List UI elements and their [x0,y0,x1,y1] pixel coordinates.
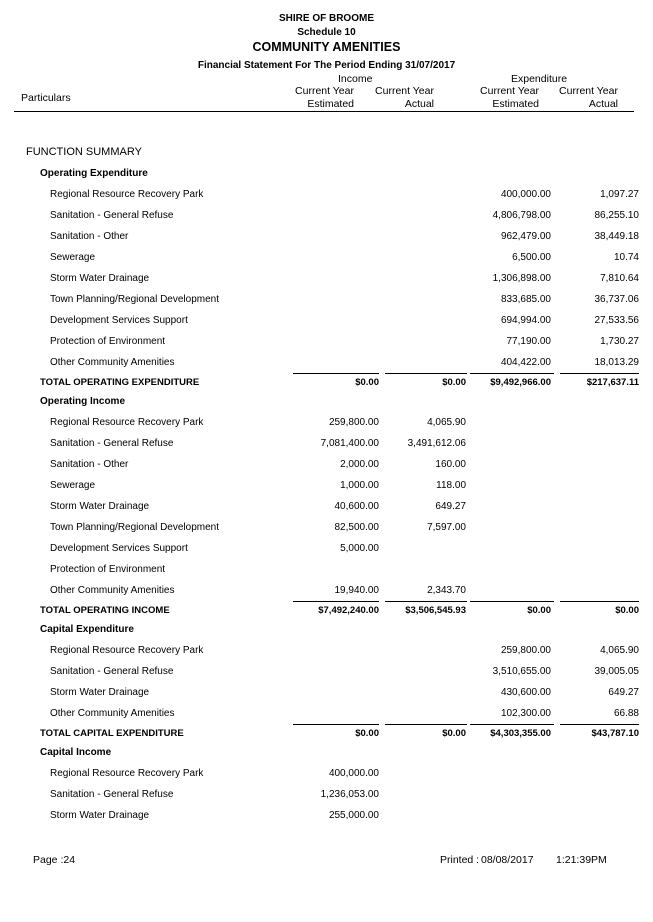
cell-inc-act: 118.00 [436,480,466,491]
cell-exp-est: 259,800.00 [500,645,551,656]
table-row [0,666,653,680]
expenditure-group-header: Expenditure [511,73,568,85]
section-title: Capital Expenditure [40,624,134,635]
total-inc-est: $0.00 [355,377,379,388]
report-subtitle: Financial Statement For The Period Ending 31/07/2017 [197,60,456,71]
cell-inc-act: 2,343.70 [427,585,466,596]
cell-inc-est: 1,236,053.00 [320,789,379,800]
cell-exp-est: 102,300.00 [500,708,551,719]
row-label: Regional Resource Recovery Park [50,189,204,200]
cell-inc-est: 400,000.00 [328,768,379,779]
row-label: Sanitation - Other [50,459,129,470]
total-inc-act: $3,506,545.93 [405,605,466,616]
cell-exp-est: 3,510,655.00 [492,666,551,677]
income-estimated-header-line2: Estimated [307,98,354,110]
total-exp-act: $43,787.10 [591,728,639,739]
cell-inc-act: 3,491,612.06 [407,438,466,449]
row-label: Protection of Environment [50,336,166,347]
cell-exp-act: 649.27 [608,687,639,698]
cell-exp-act: 27,533.56 [594,315,639,326]
cell-inc-est: 19,940.00 [334,585,379,596]
row-label: Sanitation - General Refuse [50,789,174,800]
section-heading [0,396,653,410]
cell-exp-act: 1,730.27 [600,336,639,347]
total-rule [385,373,467,374]
section-title: Capital Income [40,747,112,758]
table-row [0,480,653,494]
cell-exp-act: 86,255.10 [594,210,639,221]
total-inc-act: $0.00 [442,377,466,388]
function-summary-heading: FUNCTION SUMMARY [26,146,142,158]
total-row [0,377,653,391]
cell-inc-est: 1,000.00 [340,480,379,491]
cell-exp-est: 4,806,798.00 [492,210,551,221]
table-row [0,522,653,536]
cell-exp-act: 38,449.18 [594,231,639,242]
table-row [0,417,653,431]
cell-inc-act: 649.27 [435,501,466,512]
row-label: Sewerage [50,480,96,491]
cell-exp-act: 36,737.06 [594,294,639,305]
income-group-header: Income [338,73,373,85]
total-label: TOTAL OPERATING INCOME [40,605,170,616]
total-rule [470,724,554,725]
total-rule [470,373,554,374]
section-title: Operating Expenditure [40,168,148,179]
total-rule [470,601,554,602]
row-label: Town Planning/Regional Development [50,522,219,533]
cell-exp-act: 10.74 [613,252,639,263]
row-label: Development Services Support [50,315,188,326]
row-label: Town Planning/Regional Development [50,294,219,305]
table-row [0,231,653,245]
total-row [0,728,653,742]
cell-exp-act: 4,065.90 [600,645,639,656]
org-name: SHIRE OF BROOME [278,13,374,24]
total-rule [293,724,379,725]
table-row [0,459,653,473]
total-inc-est: $7,492,240.00 [318,605,379,616]
cell-exp-est: 694,994.00 [500,315,551,326]
table-row [0,708,653,722]
section-heading [0,168,653,182]
cell-inc-act: 4,065.90 [427,417,466,428]
table-row [0,210,653,224]
cell-inc-act: 7,597.00 [427,522,466,533]
cell-inc-est: 255,000.00 [328,810,379,821]
cell-exp-est: 430,600.00 [500,687,551,698]
total-row [0,605,653,619]
total-rule [560,373,639,374]
section-heading [0,747,653,761]
cell-exp-est: 77,190.00 [506,336,551,347]
section-title: Operating Income [40,396,126,407]
cell-exp-act: 39,005.05 [594,666,639,677]
cell-exp-est: 6,500.00 [512,252,551,263]
total-rule [560,724,639,725]
total-rule [385,724,467,725]
cell-inc-est: 2,000.00 [340,459,379,470]
total-label: TOTAL OPERATING EXPENDITURE [40,377,200,388]
total-rule [385,601,467,602]
row-label: Storm Water Drainage [50,501,150,512]
expenditure-actual-header-line2: Actual [588,98,618,110]
schedule-number: Schedule 10 [297,27,356,38]
table-row [0,585,653,599]
row-label: Storm Water Drainage [50,810,150,821]
printed-time: 1:21:39PM [556,854,607,866]
total-exp-est: $0.00 [527,605,551,616]
cell-inc-act: 160.00 [435,459,466,470]
cell-inc-est: 259,800.00 [328,417,379,428]
table-row [0,501,653,515]
row-label: Sanitation - General Refuse [50,438,174,449]
row-label: Development Services Support [50,543,188,554]
table-row [0,294,653,308]
cell-inc-est: 5,000.00 [340,543,379,554]
section-heading [0,624,653,638]
table-row [0,273,653,287]
row-label: Storm Water Drainage [50,687,150,698]
table-row [0,810,653,824]
table-row [0,768,653,782]
expenditure-actual-header-line1: Current Year [559,85,618,97]
cell-exp-est: 400,000.00 [500,189,551,200]
header-divider [14,111,634,112]
row-label: Regional Resource Recovery Park [50,645,204,656]
expenditure-estimated-header-line2: Estimated [492,98,539,110]
cell-inc-est: 40,600.00 [334,501,379,512]
table-row [0,336,653,350]
cell-exp-est: 833,685.00 [500,294,551,305]
row-label: Sanitation - General Refuse [50,210,174,221]
table-row [0,438,653,452]
income-actual-header-line2: Actual [404,98,434,110]
row-label: Sanitation - General Refuse [50,666,174,677]
cell-exp-act: 18,013.29 [594,357,639,368]
row-label: Other Community Amenities [50,585,175,596]
table-row [0,687,653,701]
income-actual-header-line1: Current Year [375,85,434,97]
cell-exp-est: 404,422.00 [500,357,551,368]
total-inc-act: $0.00 [442,728,466,739]
row-label: Other Community Amenities [50,357,175,368]
total-rule [293,373,379,374]
report-title: COMMUNITY AMENITIES [252,40,401,54]
table-row [0,789,653,803]
printed-label: Printed : [440,854,480,866]
table-row [0,357,653,371]
printed-date: 08/08/2017 [481,854,534,866]
total-exp-est: $4,303,355.00 [490,728,551,739]
row-label: Storm Water Drainage [50,273,150,284]
row-label: Other Community Amenities [50,708,175,719]
table-row [0,564,653,578]
income-estimated-header-line1: Current Year [295,85,354,97]
cell-exp-act: 66.88 [613,708,639,719]
total-exp-act: $0.00 [615,605,639,616]
row-label: Regional Resource Recovery Park [50,768,204,779]
table-row [0,189,653,203]
total-inc-est: $0.00 [355,728,379,739]
cell-exp-est: 962,479.00 [500,231,551,242]
row-label: Protection of Environment [50,564,166,575]
page-number: Page :24 [33,854,76,866]
total-exp-act: $217,637.11 [586,377,639,388]
cell-inc-est: 7,081,400.00 [320,438,379,449]
total-rule [293,601,379,602]
particulars-header: Particulars [21,92,71,104]
table-row [0,252,653,266]
expenditure-estimated-header-line1: Current Year [480,85,539,97]
cell-exp-est: 1,306,898.00 [492,273,551,284]
cell-inc-est: 82,500.00 [334,522,379,533]
table-row [0,543,653,557]
cell-exp-act: 7,810.64 [600,273,639,284]
total-rule [560,601,639,602]
table-row [0,645,653,659]
total-label: TOTAL CAPITAL EXPENDITURE [40,728,184,739]
row-label: Sewerage [50,252,96,263]
cell-exp-act: 1,097.27 [600,189,639,200]
row-label: Regional Resource Recovery Park [50,417,204,428]
table-row [0,315,653,329]
row-label: Sanitation - Other [50,231,129,242]
total-exp-est: $9,492,966.00 [490,377,551,388]
